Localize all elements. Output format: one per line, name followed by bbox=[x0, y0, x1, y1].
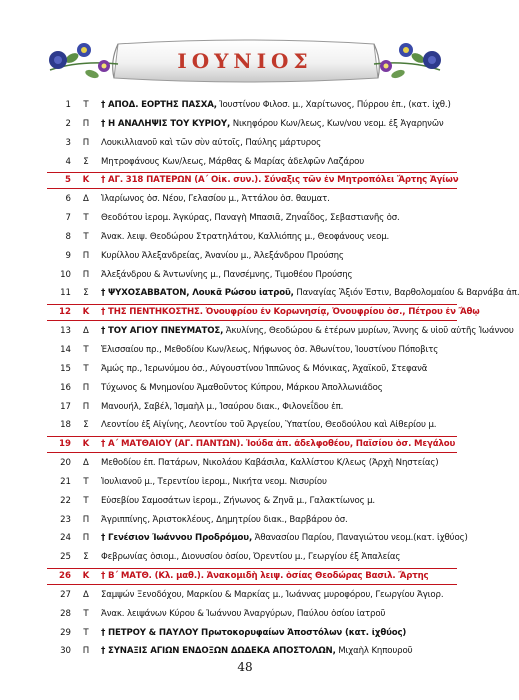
feast-highlight: † ΤΗΣ ΠΕΝΤΗΚΟΣΤΗΣ. bbox=[101, 307, 203, 318]
calendar-row bbox=[55, 511, 455, 530]
calendar-row bbox=[55, 134, 455, 153]
feast-highlight: † ΣΥΝΑΞΙΣ ΑΓΙΩΝ ΕΝΔΟΞΩΝ ΔΩΔΕΚΑ ΑΠΟΣΤΟΛΩΝ, bbox=[101, 646, 336, 657]
feast-highlight: † Η ΑΝΑΛΗΨΙΣ ΤΟΥ ΚΥΡΙΟΥ, bbox=[101, 118, 231, 129]
day-number: 2 bbox=[65, 118, 71, 129]
saints-list: Ἀνακ. λειψ. Θεοδώρου Στρατηλάτου, Καλλιόπης μ., Θεοφάνους νεομ. bbox=[101, 231, 390, 242]
page-number: 48 bbox=[237, 660, 253, 674]
day-number: 24 bbox=[60, 533, 71, 544]
calendar-row bbox=[55, 153, 455, 172]
day-number: 9 bbox=[65, 250, 71, 261]
weekday-letter: Τ bbox=[83, 608, 89, 619]
day-number: 26 bbox=[59, 571, 71, 582]
feast-text bbox=[101, 605, 455, 624]
day-number: 14 bbox=[60, 344, 71, 355]
calendar-row bbox=[55, 605, 455, 624]
calendar-row bbox=[55, 416, 455, 435]
feast-text bbox=[101, 341, 455, 360]
feast-text bbox=[101, 115, 455, 134]
day-number: 18 bbox=[60, 420, 71, 431]
calendar-row bbox=[55, 266, 455, 285]
weekday-letter: Τ bbox=[83, 100, 89, 110]
saints-list: Εὐσεβίου Σαμοσάτων ἱερομ., Ζήνωνος & Ζηνᾶ μ., Γαλακτίωνος μ. bbox=[101, 495, 375, 506]
day-number: 23 bbox=[60, 514, 71, 525]
calendar-row bbox=[55, 303, 480, 322]
saints-list: Ἰούδα ἀπ. ἀδελφοθέου, Παϊσίου ὁσ. Μεγάλου bbox=[243, 439, 456, 450]
feast-text bbox=[101, 416, 455, 435]
feast-text bbox=[101, 492, 455, 511]
saints-list: Θεοδότου ἱερομ. Ἀγκύρας, Παναγὴ Μπασιᾶ, Ζηναΐδος, Σεβαστιανῆς ὁσ. bbox=[101, 213, 400, 224]
feast-text bbox=[101, 284, 519, 303]
feast-text bbox=[101, 228, 455, 247]
feast-text bbox=[101, 567, 455, 586]
day-number: 29 bbox=[60, 627, 71, 638]
feast-text bbox=[101, 454, 455, 473]
feast-text bbox=[101, 360, 455, 379]
weekday-letter: Κ bbox=[82, 439, 90, 450]
saints-list: Ἀκυλίνης, Θεοδώρου & ἑτέρων μυρίων, Ἄννης & υἱοῦ αὐτῆς Ἰωάννου bbox=[223, 326, 514, 337]
calendar-row bbox=[55, 284, 519, 303]
saints-list: Ἀνακομιδὴ λειψ. ὁσίας Θεοδώρας Βασιλ. Ἄρτης bbox=[203, 571, 429, 582]
weekday-letter: Δ bbox=[83, 326, 89, 337]
day-number: 27 bbox=[60, 589, 71, 600]
weekday-letter: Τ bbox=[83, 627, 89, 638]
saints-list: Ἱλαρίωνος ὁσ. Νέου, Γελασίου μ., Ἀττάλου ὁσ. θαυματ. bbox=[101, 194, 330, 205]
feast-highlight: † ΑΠΟΔ. ΕΟΡΤΗΣ ΠΑΣΧΑ, bbox=[101, 100, 217, 110]
weekday-letter: Δ bbox=[83, 589, 89, 600]
saints-list: Μεθοδίου ἐπ. Πατάρων, Νικολάου Καβάσιλα, Καλλίστου Κ/λεως (Ἀρχὴ Νηστείας) bbox=[101, 458, 439, 469]
day-number: 17 bbox=[60, 401, 71, 412]
feast-highlight: † ΤΟΥ ΑΓΙΟΥ ΠΝΕΥΜΑΤΟΣ, bbox=[101, 326, 224, 337]
feast-text bbox=[101, 624, 455, 643]
feast-text bbox=[101, 190, 455, 209]
day-number: 15 bbox=[60, 363, 71, 374]
feast-highlight: † Γενέσιον Ἰωάννου Προδρόμου, bbox=[101, 533, 253, 544]
weekday-letter: Π bbox=[82, 269, 90, 280]
month-banner bbox=[40, 30, 450, 92]
weekday-letter: Σ bbox=[83, 156, 89, 167]
weekday-letter: Τ bbox=[83, 476, 89, 487]
calendar-row bbox=[55, 115, 455, 134]
feast-text bbox=[101, 247, 455, 266]
saints-list: Ἐλισσαίου πρ., Μεθοδίου Κων/λεως, Νήφωνος ὁσ. Ἀθωνίτου, Ἰουστίνου Πόποβιτς bbox=[101, 344, 439, 355]
calendar-row bbox=[55, 360, 455, 379]
saints-list: Τύχωνος & Μνημονίου Ἀμαθοῦντος Κύπρου, Μάρκου Ἀπολλωνιάδος bbox=[101, 382, 383, 393]
feast-text bbox=[101, 586, 455, 605]
weekday-letter: Τ bbox=[83, 344, 89, 355]
feast-text bbox=[101, 134, 455, 153]
feast-text bbox=[101, 529, 468, 548]
calendar-row bbox=[55, 624, 455, 643]
weekday-letter: Π bbox=[82, 137, 90, 148]
feast-text bbox=[101, 266, 455, 285]
saints-list: Ἰουλιανοῦ μ., Τερεντίου ἱερομ., Νικήτα νεομ. Νισυρίου bbox=[101, 476, 327, 487]
saints-list: Φεβρωνίας ὁσιομ., Διονυσίου ὁσίου, Ὀρεντίου μ., Γεωργίου ἐξ Ἀπαλείας bbox=[101, 552, 401, 563]
weekday-letter: Σ bbox=[83, 420, 89, 431]
feast-text bbox=[101, 473, 455, 492]
day-number: 13 bbox=[60, 326, 71, 337]
day-number: 20 bbox=[60, 458, 71, 469]
day-number: 8 bbox=[65, 231, 71, 242]
calendar-row bbox=[55, 190, 455, 209]
saints-list: Μιχαὴλ Κηπουροῦ bbox=[335, 646, 413, 657]
feast-text bbox=[101, 435, 455, 454]
weekday-letter: Κ bbox=[82, 571, 90, 582]
day-number: 4 bbox=[65, 156, 71, 167]
feast-text bbox=[101, 548, 455, 567]
weekday-letter: Π bbox=[82, 118, 90, 129]
saints-list: Παναγίας Ἄξιόν Ἐστιν, Βαρθολομαίου & Βαρνάβα ἀπ. bbox=[293, 288, 519, 299]
weekday-letter: Σ bbox=[83, 552, 89, 563]
weekday-letter: Π bbox=[82, 533, 90, 544]
weekday-letter: Δ bbox=[83, 458, 89, 469]
day-number: 25 bbox=[60, 552, 71, 563]
calendar-row bbox=[55, 548, 455, 567]
weekday-letter: Τ bbox=[83, 495, 89, 506]
feast-text bbox=[101, 153, 455, 172]
saints-list: Νικηφόρου Κων/λεως, Κων/νου νεομ. ἐξ Ἀγαρηνῶν bbox=[230, 118, 444, 129]
feast-highlight: † Β΄ ΜΑΤΘ. (Κλ. μαθ.). bbox=[101, 571, 204, 582]
calendar-row bbox=[55, 398, 455, 417]
weekday-letter: Τ bbox=[83, 231, 89, 242]
day-number: 11 bbox=[60, 288, 71, 299]
weekday-letter: Δ bbox=[83, 194, 89, 205]
day-number: 28 bbox=[60, 608, 71, 619]
calendar-row bbox=[55, 171, 459, 190]
feast-text bbox=[101, 96, 455, 115]
feast-text bbox=[101, 642, 455, 661]
feast-highlight: † Α΄ ΜΑΤΘΑΙΟΥ (ΑΓ. ΠΑΝΤΩΝ). bbox=[101, 439, 244, 450]
weekday-letter: Κ bbox=[82, 307, 90, 318]
weekday-letter: Π bbox=[82, 401, 90, 412]
weekday-letter: Τ bbox=[83, 363, 89, 374]
calendar-row bbox=[55, 586, 455, 605]
day-number: 16 bbox=[60, 382, 71, 393]
saints-list: Ἰουστίνου Φιλοσ. μ., Χαρίτωνος, Πύρρου ἐπ., (κατ. ἰχθ.) bbox=[216, 100, 451, 110]
calendar-row bbox=[55, 322, 514, 341]
weekday-letter: Σ bbox=[83, 288, 89, 299]
saints-list: Ἀμώς πρ., Ἱερωνύμου ὁσ., Αὐγουστίνου Ἱππῶνος & Μόνικας, Ἀχαϊκοῦ, Στεφανᾶ bbox=[101, 363, 428, 374]
weekday-letter: Π bbox=[82, 250, 90, 261]
day-number: 30 bbox=[60, 646, 71, 657]
day-number: 5 bbox=[65, 175, 71, 186]
day-number: 10 bbox=[60, 269, 71, 280]
day-number: 6 bbox=[65, 194, 71, 205]
calendar-row bbox=[55, 341, 455, 360]
day-number: 19 bbox=[59, 439, 71, 450]
feast-text bbox=[101, 303, 480, 322]
saints-list: Κυρίλλου Ἀλεξανδρείας, Ἀνανίου μ., Ἀλεξάνδρου Προύσης bbox=[101, 250, 344, 261]
calendar-row bbox=[55, 567, 455, 586]
calendar-row bbox=[55, 473, 455, 492]
saints-list: Ἀγριππίνης, Ἀριστοκλέους, Δημητρίου διακ., Βαρβάρου ὁσ. bbox=[101, 514, 348, 525]
feast-highlight: † ΑΓ. 318 ΠΑΤΕΡΩΝ (Α΄ Οἰκ. συν.). Σύναξις τῶν ἐν Μητροπόλει Ἄρτης Ἁγίων bbox=[101, 175, 459, 186]
feast-text bbox=[101, 398, 455, 417]
day-number: 7 bbox=[65, 213, 71, 224]
feast-highlight: † ΨΥΧΟΣΑΒΒΑΤΟΝ, Λουκᾶ Ρώσου ἰατροῦ, bbox=[101, 288, 294, 299]
weekday-letter: Π bbox=[82, 646, 90, 657]
calendar-row bbox=[55, 379, 455, 398]
feast-text bbox=[101, 171, 459, 190]
feast-text bbox=[101, 209, 455, 228]
weekday-letter: Π bbox=[82, 382, 90, 393]
calendar-row bbox=[55, 247, 455, 266]
feast-text bbox=[101, 322, 514, 341]
day-number: 22 bbox=[60, 495, 71, 506]
weekday-letter: Π bbox=[82, 514, 90, 525]
calendar-row bbox=[55, 642, 455, 661]
feast-text bbox=[101, 379, 455, 398]
day-number: 12 bbox=[59, 307, 71, 318]
saints-list: Ὀνουφρίου ἐν Κορωνησίᾳ, Ὀνουφρίου ὁσ., Πέτρου ἐν Ἄθῳ bbox=[202, 307, 480, 318]
day-number: 3 bbox=[65, 137, 71, 148]
calendar-row bbox=[55, 492, 455, 511]
weekday-letter: Κ bbox=[82, 175, 90, 186]
calendar-row bbox=[55, 209, 455, 228]
saints-list: Ἀθανασίου Παρίου, Παναγιώτου νεομ.(κατ. ἰχθύος) bbox=[252, 533, 468, 544]
saints-list: Λεοντίου ἐξ Αἰγίνης, Λεοντίου τοῦ Ἀργείου, Ὑπατίου, Θεοδούλου καὶ Αἰθερίου μ. bbox=[101, 420, 437, 431]
saints-list: Σαμψών Ξενοδόχου, Μαρκίου & Μαρκίας μ., Ἰωάννας μυροφόρου, Γεωργίου Ἀγιορ. bbox=[101, 589, 444, 600]
calendar-row bbox=[55, 435, 455, 454]
calendar-row bbox=[55, 228, 455, 247]
calendar-row bbox=[55, 529, 468, 548]
saints-list: Ἀλεξάνδρου & Ἀντωνίνης μ., Πανσέμνης, Τιμοθέου Προύσης bbox=[101, 269, 353, 280]
saints-list: Μητροφάνους Κων/λεως, Μάρθας & Μαρίας ἀδελφῶν Λαζάρου bbox=[101, 156, 365, 167]
feast-text bbox=[101, 511, 455, 530]
saints-list: Λουκιλλιανοῦ καὶ τῶν σὺν αὐτοῖς, Παύλης μάρτυρος bbox=[101, 137, 321, 148]
day-number: 21 bbox=[60, 476, 71, 487]
calendar-row bbox=[55, 454, 455, 473]
day-number: 1 bbox=[65, 100, 71, 110]
feast-highlight: † ΠΕΤΡΟΥ & ΠΑΥΛΟΥ Πρωτοκορυφαίων Ἀποστόλων (κατ. ἰχθύος) bbox=[101, 627, 407, 638]
calendar-list bbox=[55, 96, 519, 661]
calendar-row bbox=[55, 96, 455, 115]
weekday-letter: Τ bbox=[83, 213, 89, 224]
saints-list: Ἀνακ. λειψάνων Κύρου & Ἰωάννου Ἀναργύρων, Παύλου ὁσίου ἰατροῦ bbox=[101, 608, 386, 619]
month-title: ΙΟΥΝΙΟΣ bbox=[177, 49, 313, 73]
saints-list: Μανουήλ, Σαβέλ, Ἰσμαὴλ μ., Ἰσαύρου διακ., Φιλονεΐδου ἐπ. bbox=[101, 401, 344, 412]
